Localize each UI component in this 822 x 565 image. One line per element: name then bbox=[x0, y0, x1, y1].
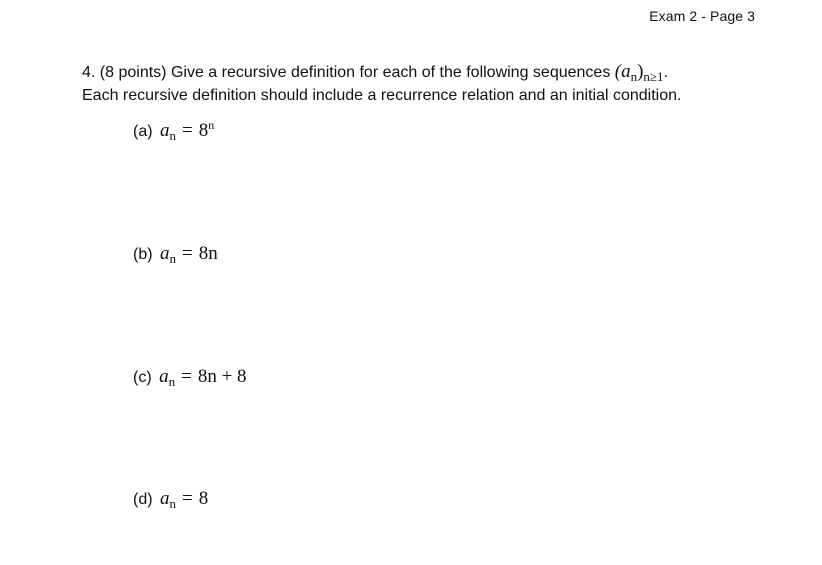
part-a-rhs-base: 8 bbox=[198, 120, 209, 141]
part-b-formula bbox=[160, 243, 218, 264]
part-b-label: (b) bbox=[133, 246, 153, 263]
part-b-equals: = bbox=[182, 243, 193, 264]
part-c bbox=[133, 366, 247, 388]
sequence-sub-n: n bbox=[630, 69, 638, 84]
question-prompt: Give a recursive definition for each of the following sequences bbox=[170, 64, 611, 81]
part-c-rhs: 8n + 8 bbox=[197, 366, 247, 387]
part-a-equals: = bbox=[182, 120, 193, 141]
page-header: Exam 2 - Page 3 bbox=[649, 8, 755, 24]
part-c-var: a bbox=[159, 366, 169, 387]
question-instruction: Each recursive definition should include a recurrence relation and an initial condition. bbox=[82, 87, 682, 104]
part-d bbox=[133, 488, 208, 510]
part-a-rhs-exp: n bbox=[208, 118, 215, 132]
part-d-sub: n bbox=[169, 496, 177, 511]
sequence-base: (a bbox=[614, 61, 631, 82]
part-c-equals: = bbox=[181, 366, 192, 387]
part-c-sub: n bbox=[168, 374, 176, 389]
sequence-notation bbox=[615, 61, 664, 82]
part-d-equals: = bbox=[182, 488, 193, 509]
part-b-rhs: 8n bbox=[198, 243, 218, 264]
part-a-label: (a) bbox=[133, 123, 153, 140]
sequence-range: n≥1 bbox=[643, 69, 664, 84]
part-a-var: a bbox=[160, 120, 170, 141]
part-d-label: (d) bbox=[133, 491, 153, 508]
part-b-var: a bbox=[160, 243, 170, 264]
part-a-formula bbox=[160, 120, 214, 141]
part-b bbox=[133, 243, 218, 265]
part-d-rhs: 8 bbox=[198, 488, 209, 509]
part-a bbox=[133, 120, 214, 142]
part-a-sub: n bbox=[169, 128, 177, 143]
question-line-1 bbox=[82, 60, 782, 84]
question-number: 4. bbox=[82, 64, 96, 81]
part-b-sub: n bbox=[169, 251, 177, 266]
question-points: (8 points) bbox=[99, 64, 167, 81]
part-c-formula bbox=[159, 366, 246, 387]
question-block bbox=[82, 60, 782, 107]
sequence-period: . bbox=[663, 64, 669, 81]
part-d-var: a bbox=[160, 488, 170, 509]
sequence-close: ) bbox=[637, 61, 644, 82]
part-c-label: (c) bbox=[133, 369, 152, 386]
part-d-formula bbox=[160, 488, 208, 509]
